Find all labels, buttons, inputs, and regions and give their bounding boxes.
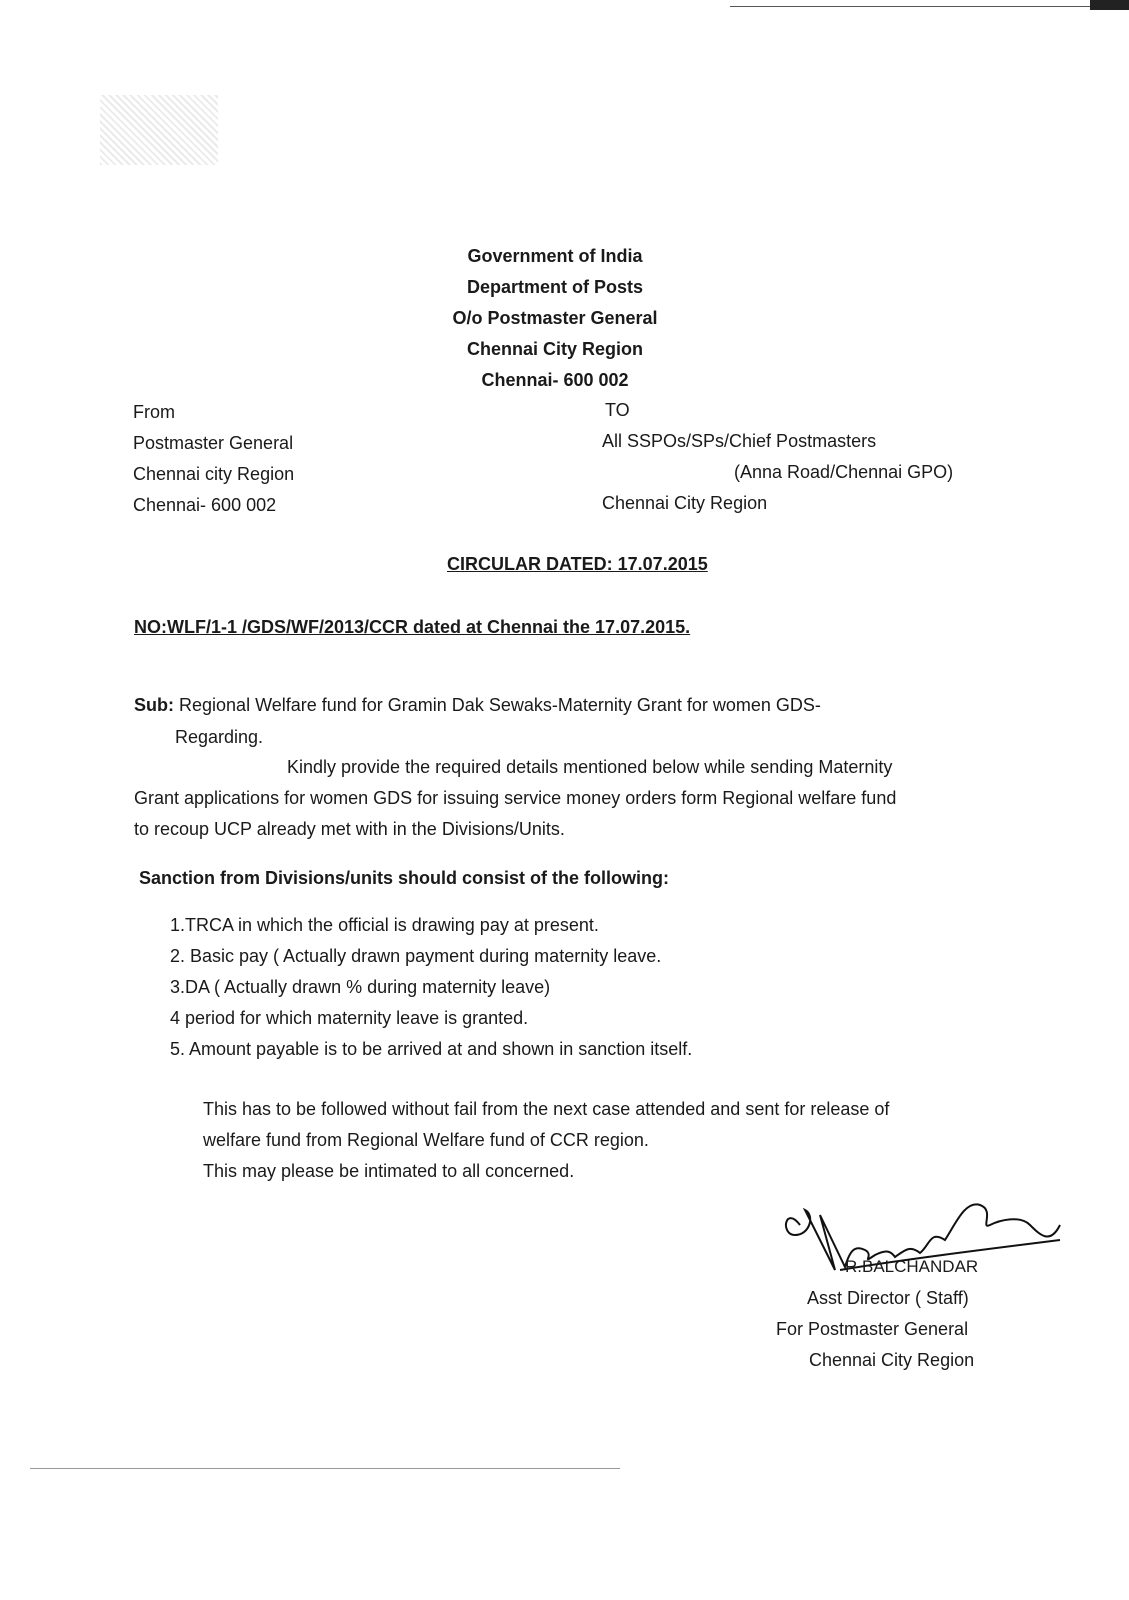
subject (134, 694, 821, 716)
subject-text: Regional Welfare fund for Gramin Dak Sewaks-Maternity Grant for women GDS- (179, 695, 821, 715)
from-label: From (133, 402, 175, 422)
body-line: Grant applications for women GDS for issuing service money orders form Regional welfare fund (134, 788, 897, 808)
signatory-for: For Postmaster General (776, 1319, 969, 1339)
closing-line: welfare fund from Regional Welfare fund of CCR region. (203, 1130, 649, 1150)
subject-cont: Regarding. (175, 727, 264, 747)
subject-label: Sub: (134, 695, 174, 715)
header-line: Chennai- 600 002 (481, 370, 629, 390)
list-item: 4 period for which maternity leave is granted. (170, 1008, 529, 1028)
from-line: Chennai- 600 002 (133, 495, 277, 515)
header-line: Department of Posts (466, 277, 644, 297)
sanction-heading: Sanction from Divisions/units should consist of the following: (139, 868, 670, 888)
from-line: Chennai city Region (133, 464, 295, 484)
body-line: Kindly provide the required details mentioned below while sending Maternity (287, 757, 893, 777)
to-line: All SSPOs/SPs/Chief Postmasters (602, 431, 877, 451)
scan-edge (730, 6, 1129, 7)
body-line: to recoup UCP already met with in the Divisions/Units. (134, 819, 565, 839)
list-item: 5. Amount payable is to be arrived at and shown in sanction itself. (170, 1039, 693, 1059)
scan-edge (1090, 0, 1129, 10)
signatory-name: R.BALCHANDAR (845, 1257, 979, 1276)
reference-number: NO:WLF/1-1 /GDS/WF/2013/CCR dated at Chennai the 17.07.2015. (134, 617, 691, 637)
signatory-region: Chennai City Region (809, 1350, 975, 1370)
list-item: 1.TRCA in which the official is drawing pay at present. (170, 915, 599, 935)
closing-line: This may please be intimated to all concerned. (203, 1161, 575, 1181)
from-line: Postmaster General (133, 433, 294, 453)
to-label: TO (605, 400, 630, 420)
scan-noise (100, 95, 218, 165)
header-line: Chennai City Region (466, 339, 644, 359)
list-item: 3.DA ( Actually drawn % during maternity leave) (170, 977, 551, 997)
header-line: Government of India (467, 246, 643, 266)
scan-edge (30, 1468, 620, 1469)
header-line: O/o Postmaster General (452, 308, 658, 328)
circular-date: CIRCULAR DATED: 17.07.2015 (447, 554, 708, 574)
to-line: Chennai City Region (602, 493, 768, 513)
list-item: 2. Basic pay ( Actually drawn payment during maternity leave. (170, 946, 662, 966)
to-line: (Anna Road/Chennai GPO) (734, 462, 954, 482)
closing-line: This has to be followed without fail from the next case attended and sent for release of (203, 1099, 890, 1119)
signatory-designation: Asst Director ( Staff) (807, 1288, 969, 1308)
